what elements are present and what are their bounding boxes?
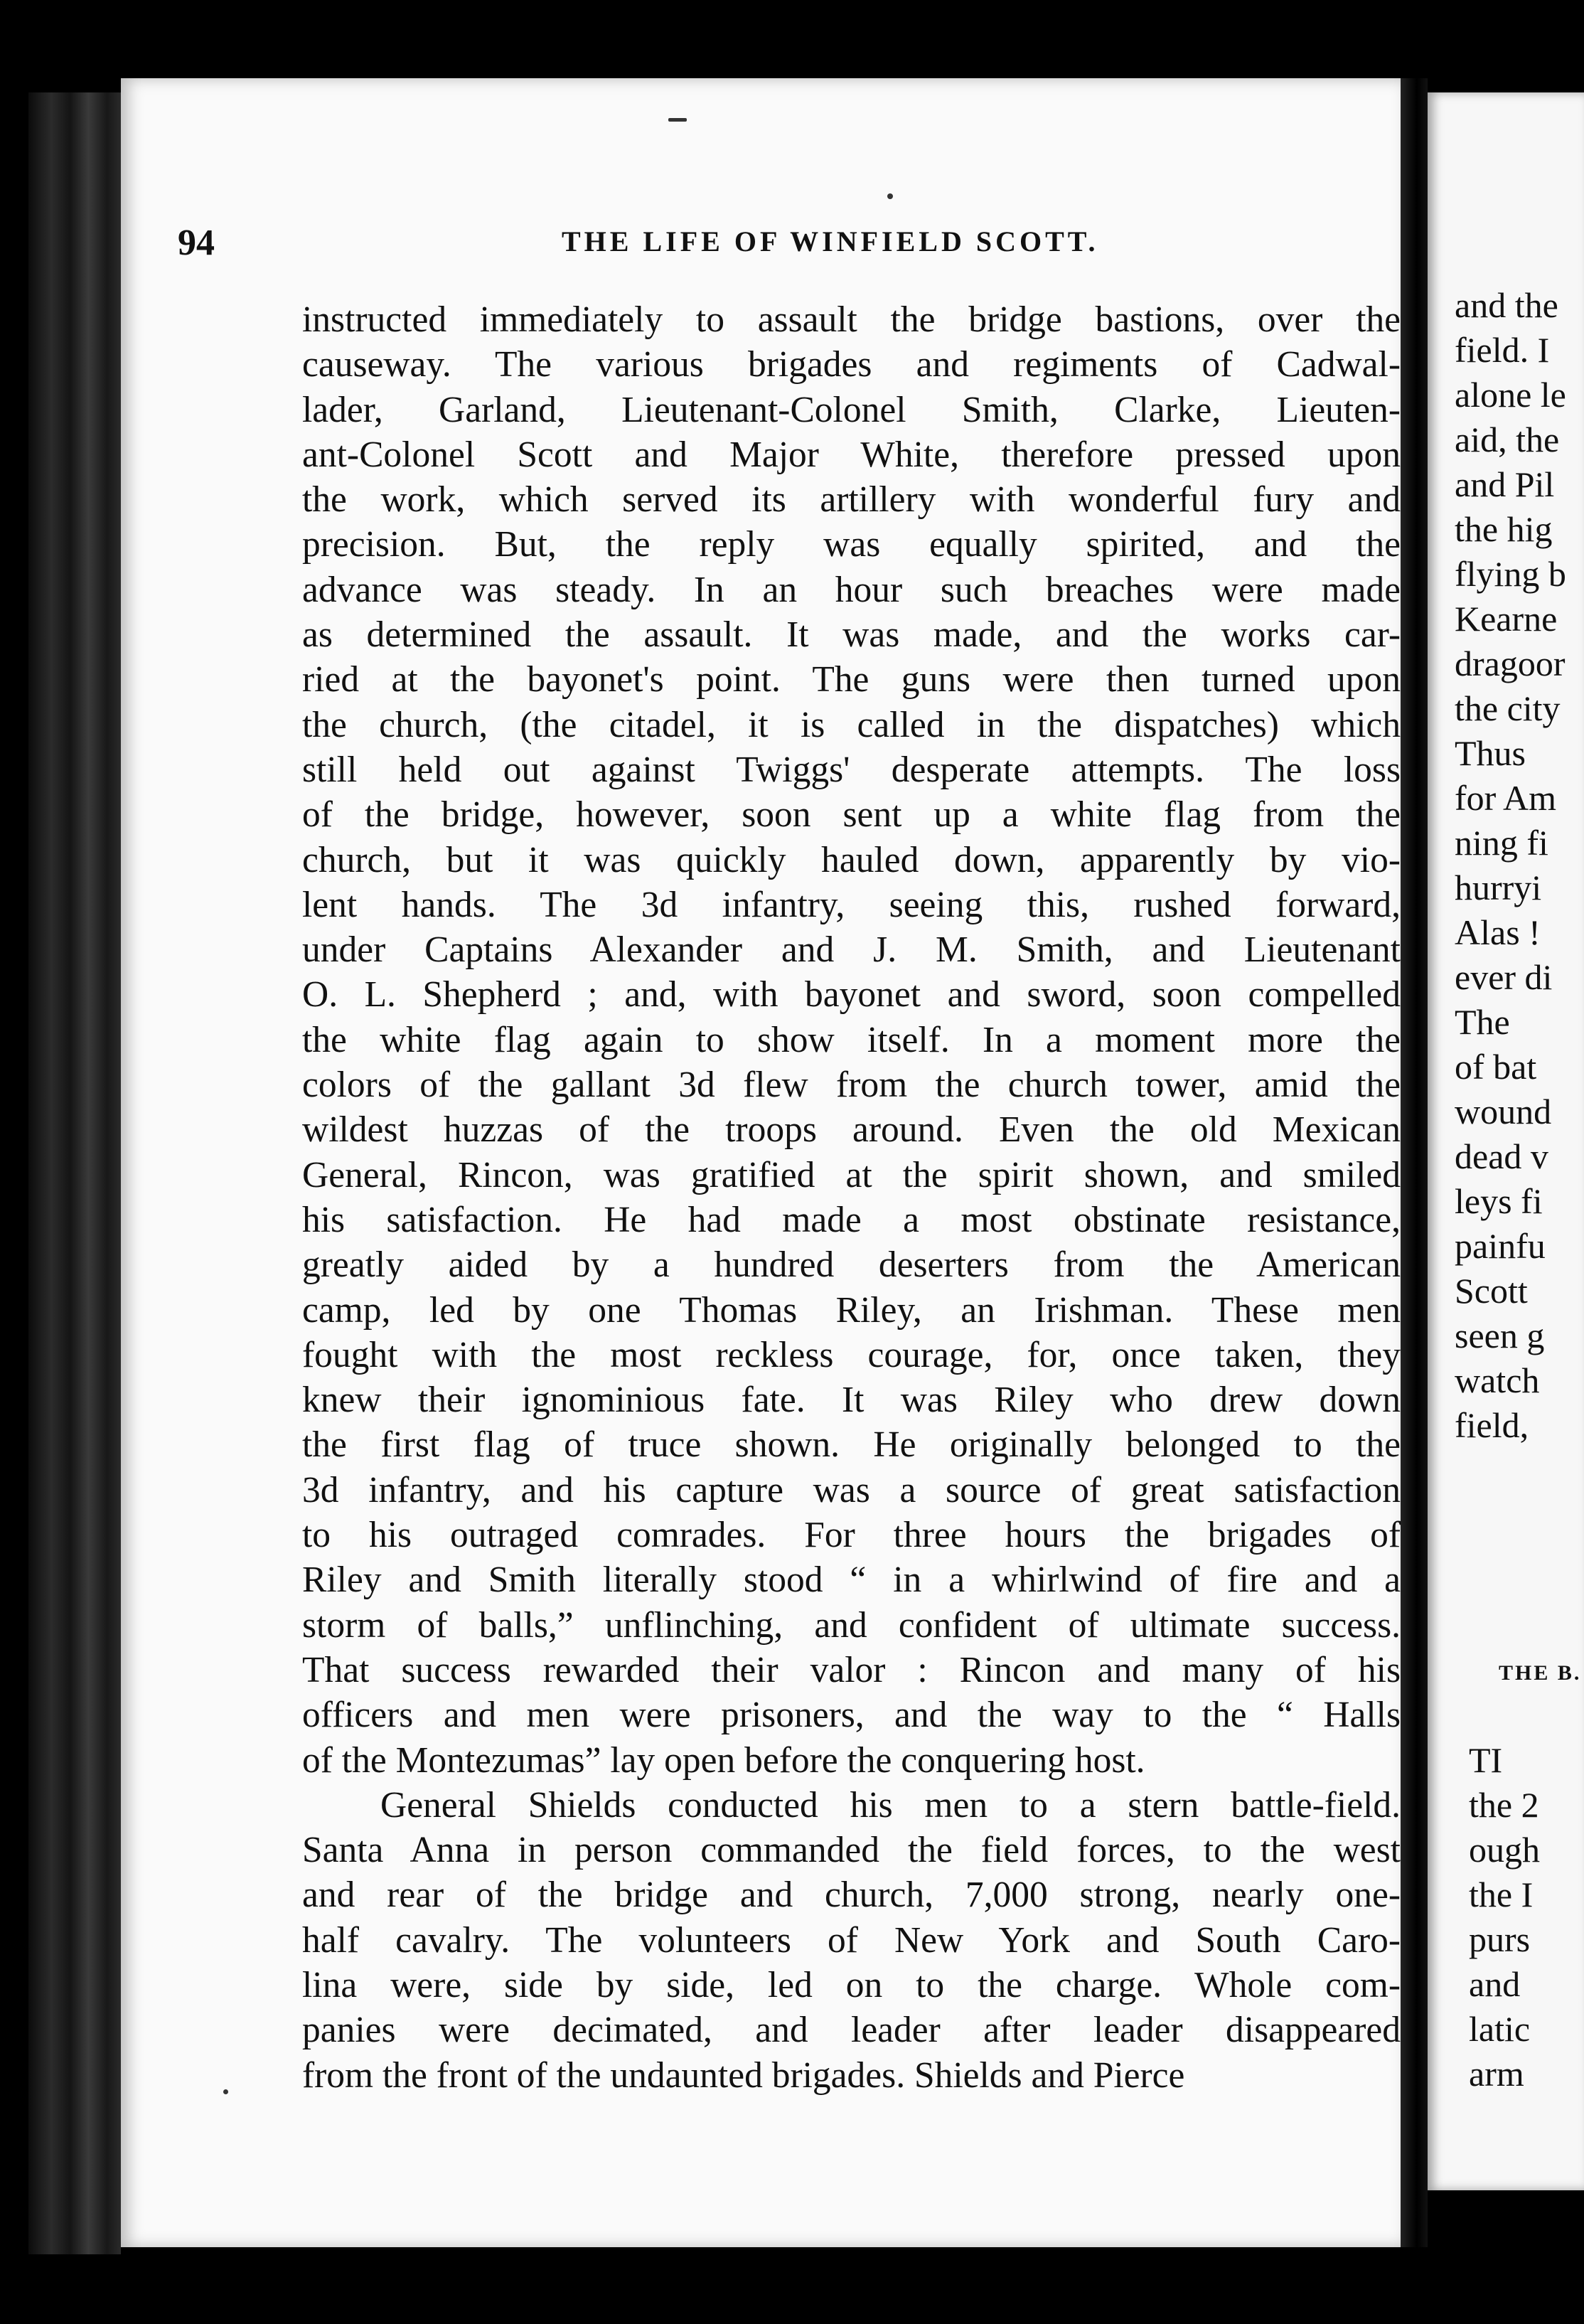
right-page-line: leys fi <box>1455 1181 1543 1221</box>
text-line: O. L. Shepherd ; and, with bayonet and sword, soon compelled <box>302 974 1401 1016</box>
right-page-line: painfu <box>1455 1226 1546 1266</box>
right-page-line: ning fi <box>1455 823 1548 863</box>
text-line: lina were, side by side, led on to the charge. Whole com- <box>302 1964 1401 2005</box>
text-line: officers and men were prisoners, and the way to the “ Halls <box>302 1695 1401 1736</box>
right-page-line: watch <box>1455 1360 1540 1400</box>
text-line: instructed immediately to assault the bridge bastions, over the <box>302 299 1401 340</box>
text-line: of the bridge, however, soon sent up a white flag from the <box>302 794 1401 836</box>
right-page-line: for Am <box>1455 778 1557 818</box>
right-page-line: The <box>1455 1002 1510 1042</box>
right-page-line: arm <box>1469 2054 1524 2094</box>
right-page-line: Scott <box>1455 1271 1528 1311</box>
text-line: to his outraged comrades. For three hours the brigades of <box>302 1515 1401 1556</box>
text-line: fought with the most reckless courage, for, once taken, they <box>302 1334 1401 1375</box>
speck-mark <box>223 2089 228 2094</box>
page-number: 94 <box>178 223 215 263</box>
text-line: the work, which served its artillery with wonderful fury and <box>302 479 1401 521</box>
text-line: causeway. The various brigades and regiments of Cadwal- <box>302 344 1401 385</box>
speck-mark <box>668 118 687 122</box>
text-line: Santa Anna in person commanded the field forces, to the west <box>302 1830 1401 1871</box>
right-page-line: TI <box>1469 1740 1503 1780</box>
text-line: wildest huzzas of the troops around. Even the old Mexican <box>302 1109 1401 1151</box>
right-page-line: the 2 <box>1469 1785 1539 1825</box>
right-page-line: aid, the <box>1455 420 1560 459</box>
text-line: That success rewarded their valor : Rincon and many of his <box>302 1649 1401 1690</box>
text-line: and rear of the bridge and church, 7,000 strong, nearly one- <box>302 1875 1401 1916</box>
text-line: as determined the assault. It was made, and the works car- <box>302 614 1401 656</box>
right-page-line: Alas ! <box>1455 912 1541 952</box>
text-line: the first flag of truce shown. He originally belonged to the <box>302 1424 1401 1466</box>
right-page-line: field. I <box>1455 330 1550 370</box>
text-line: precision. But, the reply was equally spirited, and the <box>302 524 1401 565</box>
right-page-line: alone le <box>1455 375 1566 415</box>
text-line: camp, led by one Thomas Riley, an Irishman. These men <box>302 1289 1401 1331</box>
text-line: ried at the bayonet's point. The guns were then turned upon <box>302 659 1401 700</box>
right-page-line: flying b <box>1455 554 1566 594</box>
right-page-text-top <box>1455 283 1584 1448</box>
right-page-line: and the <box>1455 285 1558 325</box>
right-page-line: ever di <box>1455 957 1553 997</box>
right-page-text-bottom <box>1469 1738 1584 2096</box>
text-line: 3d infantry, and his capture was a source of great satisfaction <box>302 1469 1401 1510</box>
text-line: storm of balls,” unflinching, and confident of ultimate success. <box>302 1604 1401 1646</box>
text-line: church, but it was quickly hauled down, apparently by vio- <box>302 839 1401 880</box>
right-page-line: of bat <box>1455 1047 1537 1087</box>
right-page-line: the I <box>1469 1875 1534 1914</box>
right-page-line: hurryi <box>1455 868 1542 907</box>
text-line: ant-Colonel Scott and Major White, therefore pressed upon <box>302 434 1401 475</box>
text-line: the church, (the citadel, it is called in the dispatches) which <box>302 704 1401 745</box>
right-page-line: Thus <box>1455 733 1526 773</box>
right-page-line: wound <box>1455 1092 1552 1131</box>
text-line: of the Montezumas” lay open before the conquering host. <box>302 1739 1145 1781</box>
main-text-block <box>302 297 1401 2098</box>
right-page-line: Kearne <box>1455 599 1558 639</box>
text-line: knew their ignominious fate. It was Riley who drew down <box>302 1380 1401 1421</box>
right-page-heading: THE B. <box>1499 1661 1582 1685</box>
right-page-line: field, <box>1455 1405 1529 1445</box>
text-line: advance was steady. In an hour such breaches were made <box>302 569 1401 610</box>
right-page-line: the city <box>1455 688 1561 728</box>
text-line: General Shields conducted his men to a stern battle-field. <box>380 1784 1401 1825</box>
text-line: colors of the gallant 3d flew from the church tower, amid the <box>302 1065 1401 1106</box>
text-line: still held out against Twiggs' desperate attempts. The loss <box>302 749 1401 790</box>
right-page-line: dragoor <box>1455 644 1566 683</box>
text-line: half cavalry. The volunteers of New York and South Caro- <box>302 1919 1401 1961</box>
right-page-line: purs <box>1469 1919 1531 1959</box>
right-page-line: latic <box>1469 2009 1531 2049</box>
text-line: lader, Garland, Lieutenant-Colonel Smith, Clarke, Lieuten- <box>302 389 1401 430</box>
running-head: THE LIFE OF WINFIELD SCOTT. <box>562 225 1099 257</box>
text-line: General, Rincon, was gratified at the spirit shown, and smiled <box>302 1154 1401 1195</box>
page-gutter <box>1401 78 1428 2247</box>
book-spine <box>28 92 121 2254</box>
right-page-line: and Pil <box>1455 464 1555 504</box>
text-line: lent hands. The 3d infantry, seeing this, rushed forward, <box>302 884 1401 925</box>
right-page-line: ough <box>1469 1830 1540 1870</box>
text-line: greatly aided by a hundred deserters from the American <box>302 1244 1401 1286</box>
text-line: Riley and Smith literally stood “ in a whirlwind of fire and a <box>302 1560 1401 1601</box>
right-page-line: dead v <box>1455 1136 1548 1176</box>
text-line: the white flag again to show itself. In a moment more the <box>302 1019 1401 1060</box>
right-page-line: the hig <box>1455 509 1553 549</box>
text-line: under Captains Alexander and J. M. Smith, and Lieutenant <box>302 929 1401 971</box>
text-line: his satisfaction. He had made a most obstinate resistance, <box>302 1199 1401 1240</box>
speck-mark <box>887 193 893 199</box>
text-line: panies were decimated, and leader after leader disappeared <box>302 2010 1401 2051</box>
right-page-line: and <box>1469 1964 1521 2004</box>
right-page-line: seen g <box>1455 1316 1545 1355</box>
text-line: from the front of the undaunted brigades. Shields and Pierce <box>302 2054 1185 2096</box>
